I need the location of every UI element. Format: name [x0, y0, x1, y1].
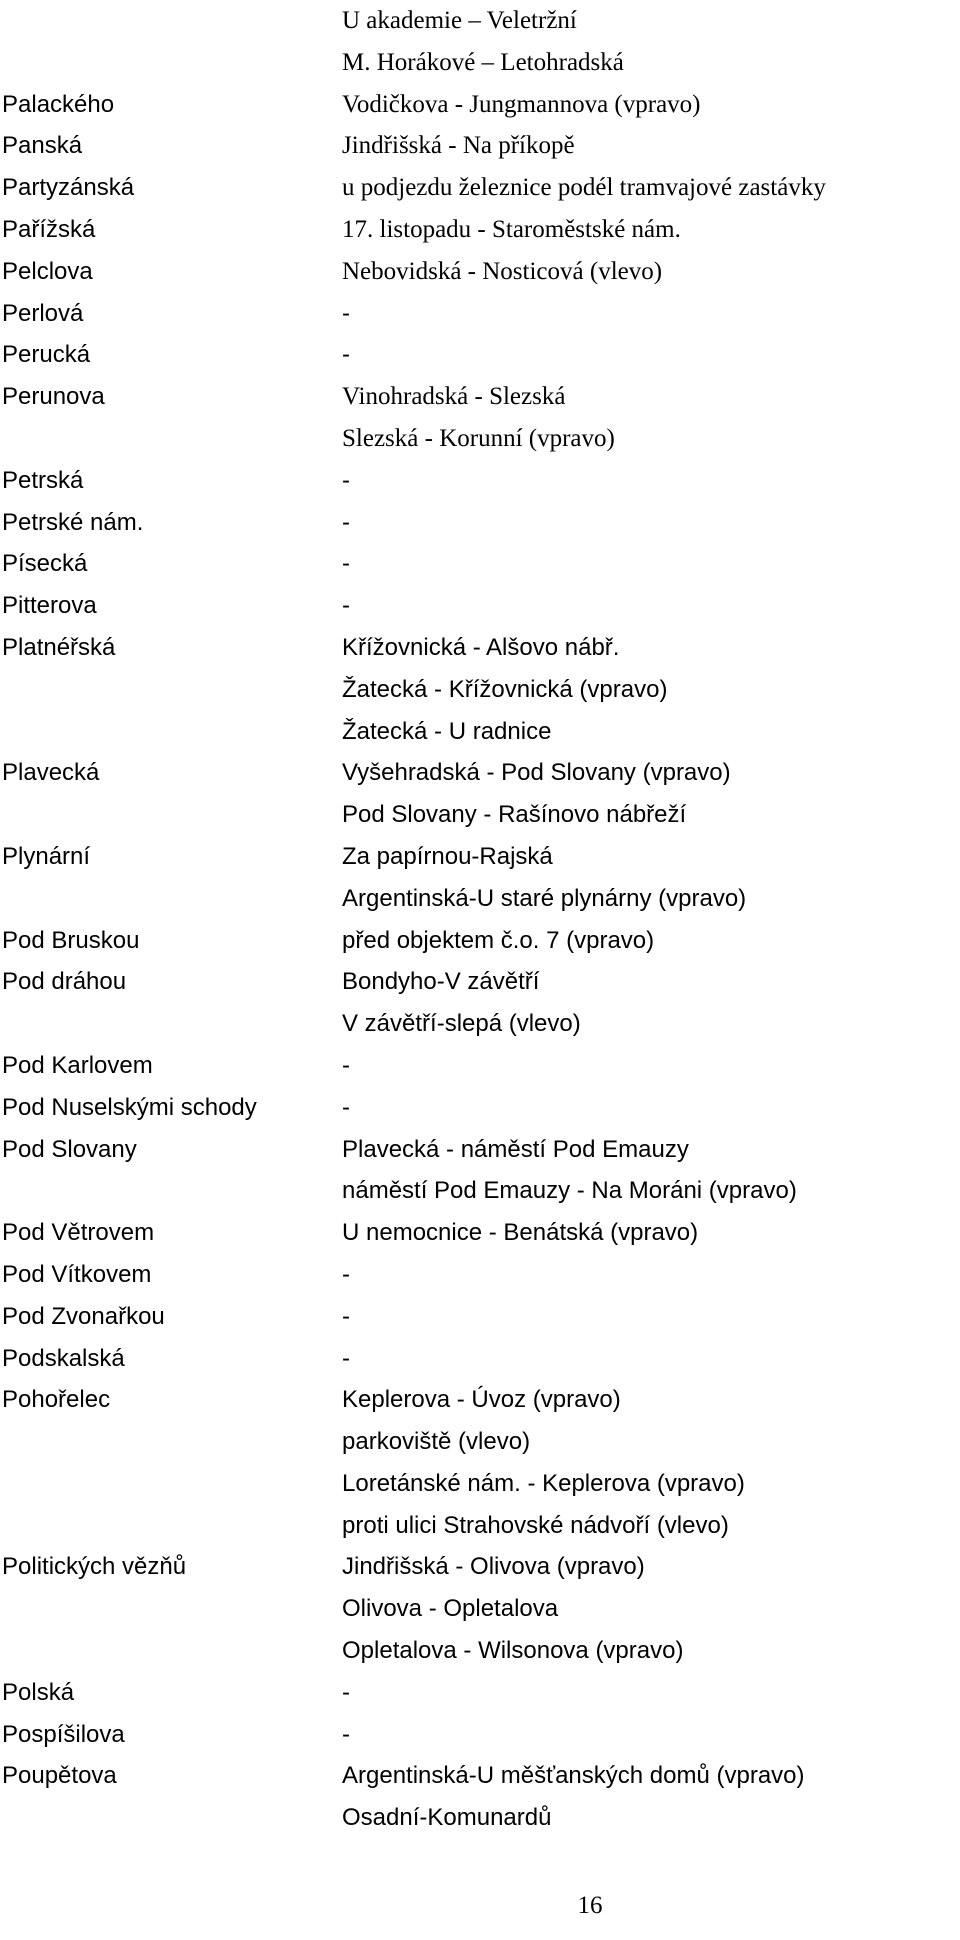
street-location: Vodičkova - Jungmannova (vpravo): [342, 90, 701, 118]
street-name: [0, 711, 342, 753]
street-row: [0, 167, 960, 209]
street-location: Slezská - Korunní (vpravo): [342, 424, 615, 452]
street-row: [0, 502, 960, 544]
street-name: Pospíšilova: [2, 1720, 125, 1748]
street-row: [0, 627, 960, 669]
street-row: [0, 961, 960, 1003]
street-name: Pařížská: [2, 215, 96, 243]
street-row: [0, 543, 960, 585]
street-location: Žatecká - Křížovnická (vpravo): [342, 675, 668, 703]
street-row: [0, 1170, 960, 1212]
street-location: Vyšehradská - Pod Slovany (vpravo): [342, 759, 731, 787]
street-row: [0, 669, 960, 711]
street-name: Perlová: [2, 299, 84, 327]
street-location: 17. listopadu - Staroměstské nám.: [342, 215, 681, 243]
street-row: [0, 1003, 960, 1045]
street-location: -: [342, 341, 350, 369]
street-location: -: [342, 592, 350, 620]
street-location: Za papírnou-Rajská: [342, 842, 553, 870]
street-name: Petrské nám.: [2, 508, 144, 536]
street-location: Žatecká - U radnice: [342, 717, 552, 745]
street-row: [0, 836, 960, 878]
street-row: [0, 209, 960, 251]
street-location: -: [342, 550, 350, 578]
page-number: 16: [577, 1892, 603, 1919]
street-name: Pod Nuselskými schody: [2, 1093, 257, 1121]
street-name: [0, 669, 342, 711]
street-name: Panská: [2, 132, 83, 160]
street-row: [0, 1129, 960, 1171]
street-location: -: [342, 466, 350, 494]
street-name: Plavecká: [2, 759, 100, 787]
street-name: [0, 1170, 342, 1212]
street-row: [0, 1045, 960, 1087]
street-row: [0, 84, 960, 126]
street-name: Politických vězňů: [2, 1553, 187, 1581]
street-name: Polská: [2, 1678, 75, 1706]
street-location: Pod Slovany - Rašínovo nábřeží: [342, 801, 687, 829]
street-row: [0, 585, 960, 627]
street-name: [0, 1421, 342, 1463]
street-location: Plavecká - náměstí Pod Emauzy: [342, 1135, 689, 1163]
street-row: [0, 1338, 960, 1380]
street-row: [0, 418, 960, 460]
street-row: [0, 1087, 960, 1129]
street-name: Pod Zvonařkou: [2, 1302, 165, 1330]
street-name: [0, 1003, 342, 1045]
street-location: Argentinská-U staré plynárny (vpravo): [342, 884, 747, 912]
street-row: [0, 42, 960, 84]
street-name: Pod dráhou: [2, 968, 127, 996]
street-row: [0, 1630, 960, 1672]
street-row: [0, 1588, 960, 1630]
street-location: M. Horákové – Letohradská: [342, 48, 624, 76]
street-location: -: [342, 1260, 350, 1288]
street-row: [0, 1212, 960, 1254]
street-name: [0, 1630, 342, 1672]
street-row: [0, 920, 960, 962]
street-row: [0, 1296, 960, 1338]
street-row: [0, 752, 960, 794]
street-name: [0, 1505, 342, 1547]
street-row: [0, 1546, 960, 1588]
street-name: [0, 1588, 342, 1630]
street-name: Pod Slovany: [2, 1135, 137, 1163]
street-row: [0, 1505, 960, 1547]
street-row: [0, 334, 960, 376]
street-location: Nebovidská - Nosticová (vlevo): [342, 257, 663, 285]
street-location: proti ulici Strahovské nádvoří (vlevo): [342, 1511, 729, 1539]
street-row: [0, 460, 960, 502]
street-name: [0, 1797, 342, 1839]
street-row: [0, 1755, 960, 1797]
street-location: -: [342, 1093, 350, 1121]
street-location: -: [342, 1344, 350, 1372]
street-location: U nemocnice - Benátská (vpravo): [342, 1219, 699, 1247]
street-location: Opletalova - Wilsonova (vpravo): [342, 1637, 684, 1665]
street-location: V závětří-slepá (vlevo): [342, 1010, 581, 1038]
street-location: Olivova - Opletalova: [342, 1595, 559, 1623]
street-name: Palackého: [2, 90, 115, 118]
street-name: Pod Větrovem: [2, 1219, 155, 1247]
street-name: Partyzánská: [2, 174, 135, 202]
street-name: Plynární: [2, 842, 91, 870]
street-location: Loretánské nám. - Keplerova (vpravo): [342, 1469, 745, 1497]
street-name: Pod Vítkovem: [2, 1260, 152, 1288]
street-location: náměstí Pod Emauzy - Na Moráni (vpravo): [342, 1177, 797, 1205]
street-location: Keplerova - Úvoz (vpravo): [342, 1386, 621, 1414]
street-location: -: [342, 1720, 350, 1748]
street-location: Křížovnická - Alšovo nábř.: [342, 633, 620, 661]
street-name: [0, 878, 342, 920]
street-name: Petrská: [2, 466, 84, 494]
street-name: [0, 794, 342, 836]
street-location: Vinohradská - Slezská: [342, 383, 566, 411]
street-name: [0, 1463, 342, 1505]
street-name: [0, 42, 342, 84]
street-location: -: [342, 1302, 350, 1330]
street-name: Poupětova: [2, 1762, 117, 1790]
street-location: Osadní-Komunardů: [342, 1804, 552, 1832]
street-name: Pod Karlovem: [2, 1051, 153, 1079]
street-name: Perunova: [2, 383, 105, 411]
street-name: [0, 418, 342, 460]
street-location: před objektem č.o. 7 (vpravo): [342, 926, 655, 954]
street-location: Jindřišská - Na příkopě: [342, 132, 575, 160]
street-location: -: [342, 1678, 350, 1706]
street-row: [0, 376, 960, 418]
street-row: [0, 1714, 960, 1756]
street-name: [0, 0, 342, 42]
street-name: Platnéřská: [2, 633, 116, 661]
street-row: [0, 0, 960, 42]
street-row: [0, 794, 960, 836]
street-name: Perucká: [2, 341, 91, 369]
street-row: [0, 293, 960, 335]
street-location: Bondyho-V závětří: [342, 968, 540, 996]
street-location: parkoviště (vlevo): [342, 1428, 531, 1456]
street-location: -: [342, 508, 350, 536]
street-row: [0, 251, 960, 293]
street-name: Písecká: [2, 550, 88, 578]
street-name: Pohořelec: [2, 1386, 111, 1414]
street-row: [0, 1797, 960, 1839]
street-location: Jindřišská - Olivova (vpravo): [342, 1553, 645, 1581]
street-location: -: [342, 1051, 350, 1079]
street-location: U akademie – Veletržní: [342, 7, 577, 34]
street-row: [0, 878, 960, 920]
street-location: -: [342, 299, 350, 327]
street-name: Pitterova: [2, 592, 97, 620]
street-row: [0, 711, 960, 753]
street-row: [0, 125, 960, 167]
street-location: u podjezdu železnice podél tramvajové zastávky: [342, 174, 826, 202]
street-row: [0, 1672, 960, 1714]
street-name: Pod Bruskou: [2, 926, 140, 954]
street-row: [0, 1254, 960, 1296]
street-row: [0, 1463, 960, 1505]
street-location: Argentinská-U měšťanských domů (vpravo): [342, 1762, 805, 1790]
street-row: [0, 1421, 960, 1463]
street-row: [0, 1379, 960, 1421]
street-name: Pelclova: [2, 257, 93, 285]
street-name: Podskalská: [2, 1344, 125, 1372]
